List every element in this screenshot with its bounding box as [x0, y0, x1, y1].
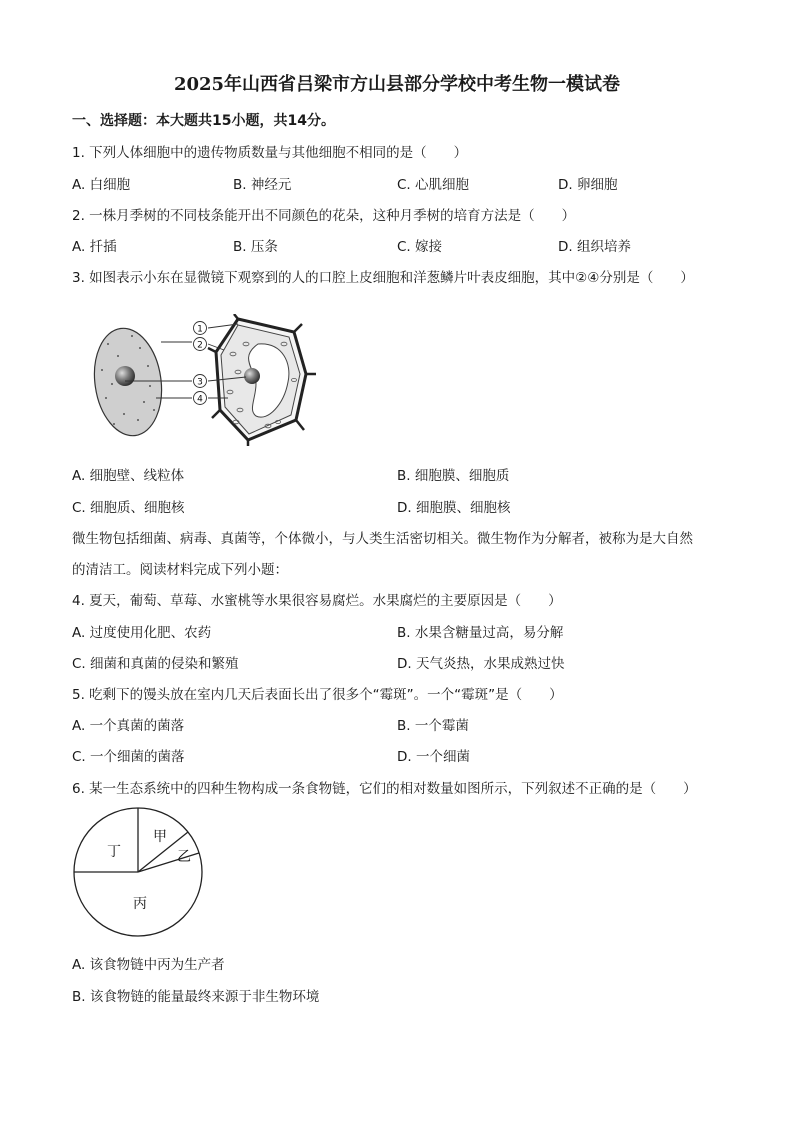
q1-option-b: B. 神经元: [233, 177, 292, 193]
question-4-stem: 4. 夏天，葡萄、草莓、水蜜桃等水果很容易腐烂。水果腐烂的主要原因是（ ）: [72, 593, 562, 609]
q1-option-c: C. 心肌细胞: [397, 177, 470, 193]
q3-option-b: B. 细胞膜、细胞质: [397, 468, 510, 484]
q2-option-a: A. 扦插: [72, 239, 117, 255]
pie-label-yi: 乙: [177, 849, 191, 865]
label-1: 1: [197, 324, 203, 335]
q5-option-d: D. 一个细菌: [397, 749, 470, 765]
pie-label-ding: 丁: [107, 844, 121, 860]
question-6-stem: 6. 某一生态系统中的四种生物构成一条食物链，它们的相对数量如图所示，下列叙述不正确的是（ ）: [72, 781, 697, 797]
cell-diagram: [88, 314, 328, 446]
question-5-stem: 5. 吃剩下的馒头放在室内几天后表面长出了很多个“霉斑”。一个“霉斑”是（ ）: [72, 687, 563, 703]
page-title: 2025年山西省吕梁市方山县部分学校中考生物一模试卷: [173, 74, 621, 95]
label-3: 3: [197, 377, 203, 388]
question-2-stem: 2. 一株月季树的不同枝条能开出不同颜色的花朵，这种月季树的培育方法是（ ）: [72, 208, 576, 224]
q2-option-b: B. 压条: [233, 239, 278, 255]
q4-option-a: A. 过度使用化肥、农药: [72, 625, 212, 641]
question-1-stem: 1. 下列人体细胞中的遗传物质数量与其他细胞不相同的是（ ）: [72, 145, 468, 161]
q3-option-d: D. 细胞膜、细胞核: [397, 500, 511, 516]
q1-option-d: D. 卵细胞: [558, 177, 618, 193]
passage-line-2: 的清洁工。阅读材料完成下列小题：: [72, 562, 288, 578]
q3-option-c: C. 细胞质、细胞核: [72, 500, 185, 516]
q5-option-c: C. 一个细菌的菌落: [72, 749, 185, 765]
q4-option-b: B. 水果含糖量过高，易分解: [397, 625, 564, 641]
q4-option-c: C. 细菌和真菌的侵染和繁殖: [72, 656, 239, 672]
q6-option-a: A. 该食物链中丙为生产者: [72, 957, 225, 973]
q3-option-a: A. 细胞壁、线粒体: [72, 468, 185, 484]
pie-label-jia: 甲: [153, 829, 167, 845]
question-3-stem: 3. 如图表示小东在显微镜下观察到的人的口腔上皮细胞和洋葱鳞片叶表皮细胞，其中②④分别是（ ）: [72, 270, 694, 286]
label-4: 4: [197, 394, 203, 405]
label-2: 2: [197, 340, 203, 351]
section-heading: 一、选择题：本大题共15小题，共14分。: [72, 113, 335, 129]
plant-cell-nucleus: [244, 368, 260, 384]
q5-option-b: B. 一个霉菌: [397, 718, 469, 734]
q1-option-a: A. 白细胞: [72, 177, 131, 193]
q6-option-b: B. 该食物链的能量最终来源于非生物环境: [72, 989, 320, 1005]
q2-option-c: C. 嫁接: [397, 239, 443, 255]
q5-option-a: A. 一个真菌的菌落: [72, 718, 185, 734]
pie-label-bing: 丙: [133, 896, 147, 912]
q4-option-d: D. 天气炎热，水果成熟过快: [397, 656, 565, 672]
animal-cell-nucleus: [115, 366, 135, 386]
passage-line-1: 微生物包括细菌、病毒、真菌等，个体微小，与人类生活密切相关。微生物作为分解者，被称为是大自然: [72, 531, 693, 547]
q2-option-d: D. 组织培养: [558, 239, 631, 255]
food-chain-pie-diagram: [72, 805, 212, 941]
